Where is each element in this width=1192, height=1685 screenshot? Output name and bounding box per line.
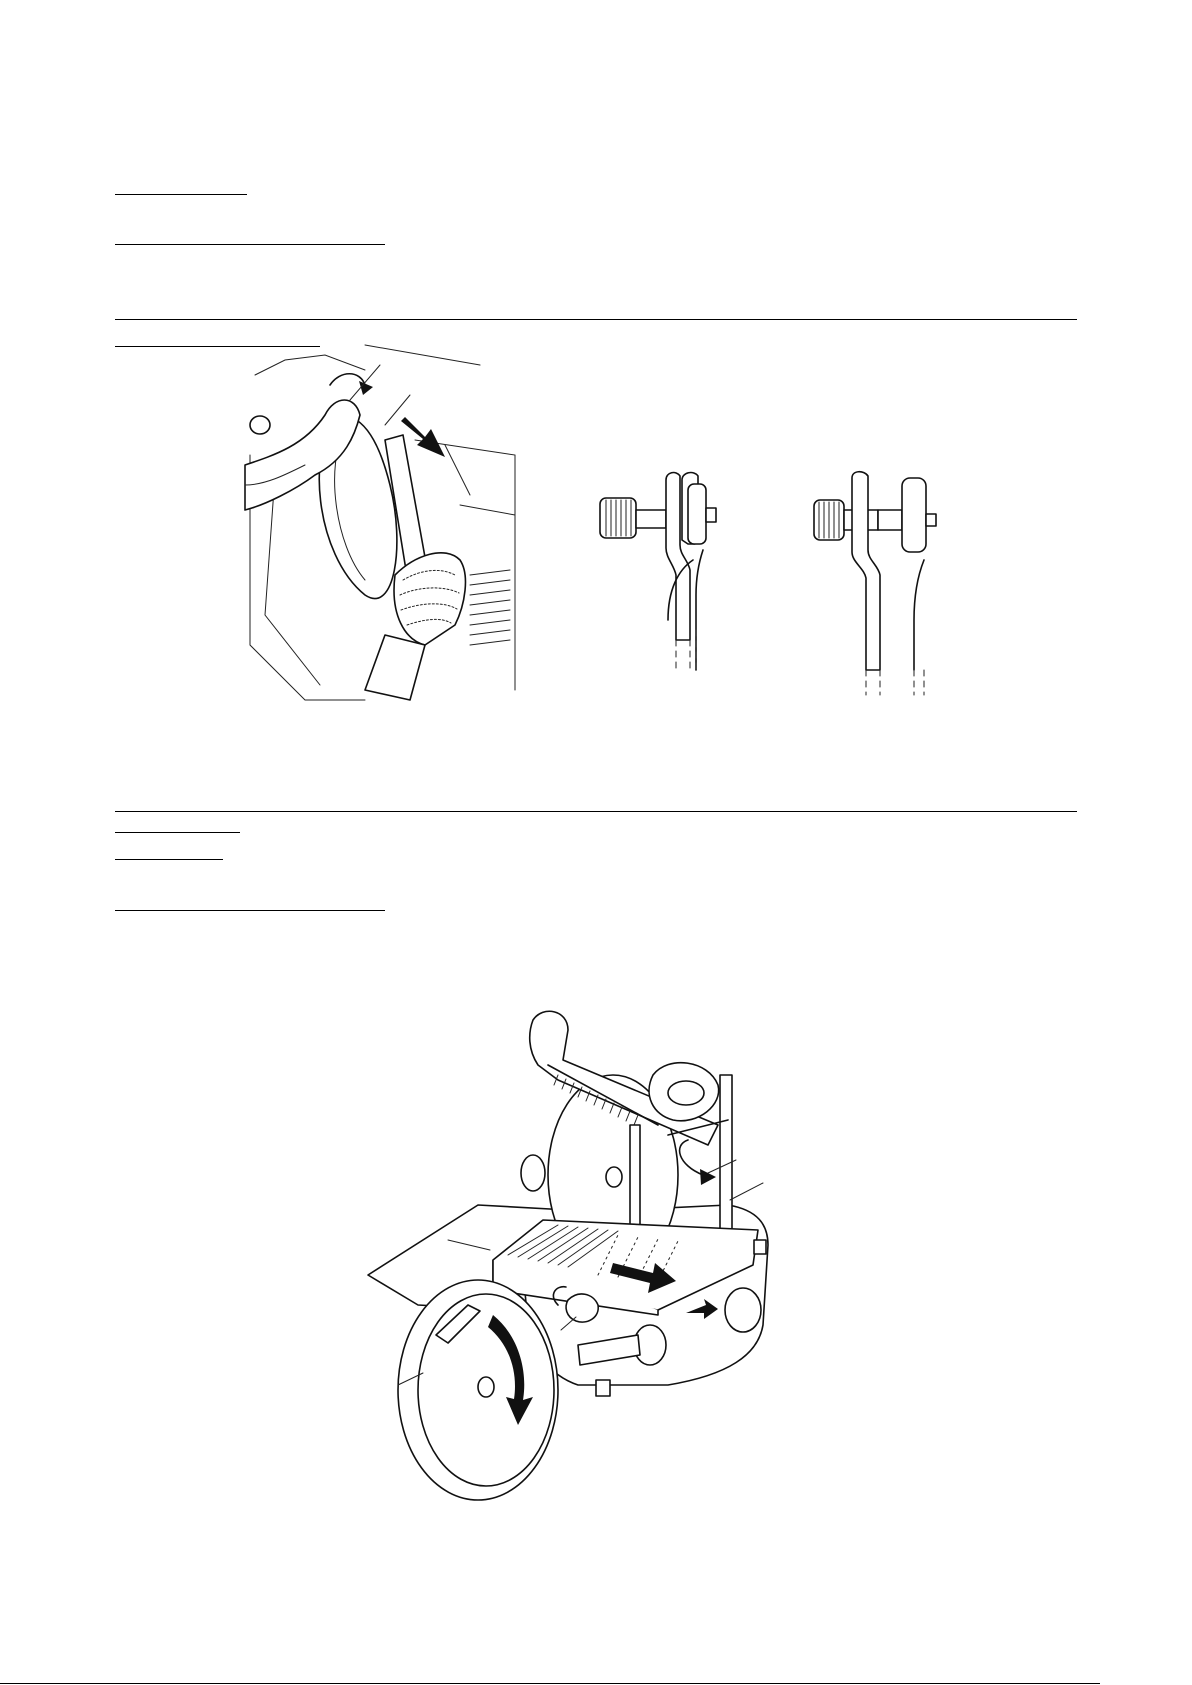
heading-underline-5 bbox=[115, 859, 223, 860]
figure-sharpener-detail-closed bbox=[598, 470, 768, 690]
footer-rule bbox=[0, 1683, 1100, 1684]
heading-underline-1 bbox=[115, 194, 247, 195]
figure-sharpener-detail-open bbox=[812, 470, 962, 700]
figure-sharpener-hands bbox=[245, 345, 525, 705]
heading-underline-2 bbox=[115, 244, 385, 245]
figure-flywheel-slicer bbox=[368, 1005, 808, 1535]
section-divider-2 bbox=[115, 811, 1077, 812]
section-divider-1 bbox=[115, 319, 1077, 320]
heading-underline-6 bbox=[115, 910, 385, 911]
heading-underline-4 bbox=[115, 832, 240, 833]
